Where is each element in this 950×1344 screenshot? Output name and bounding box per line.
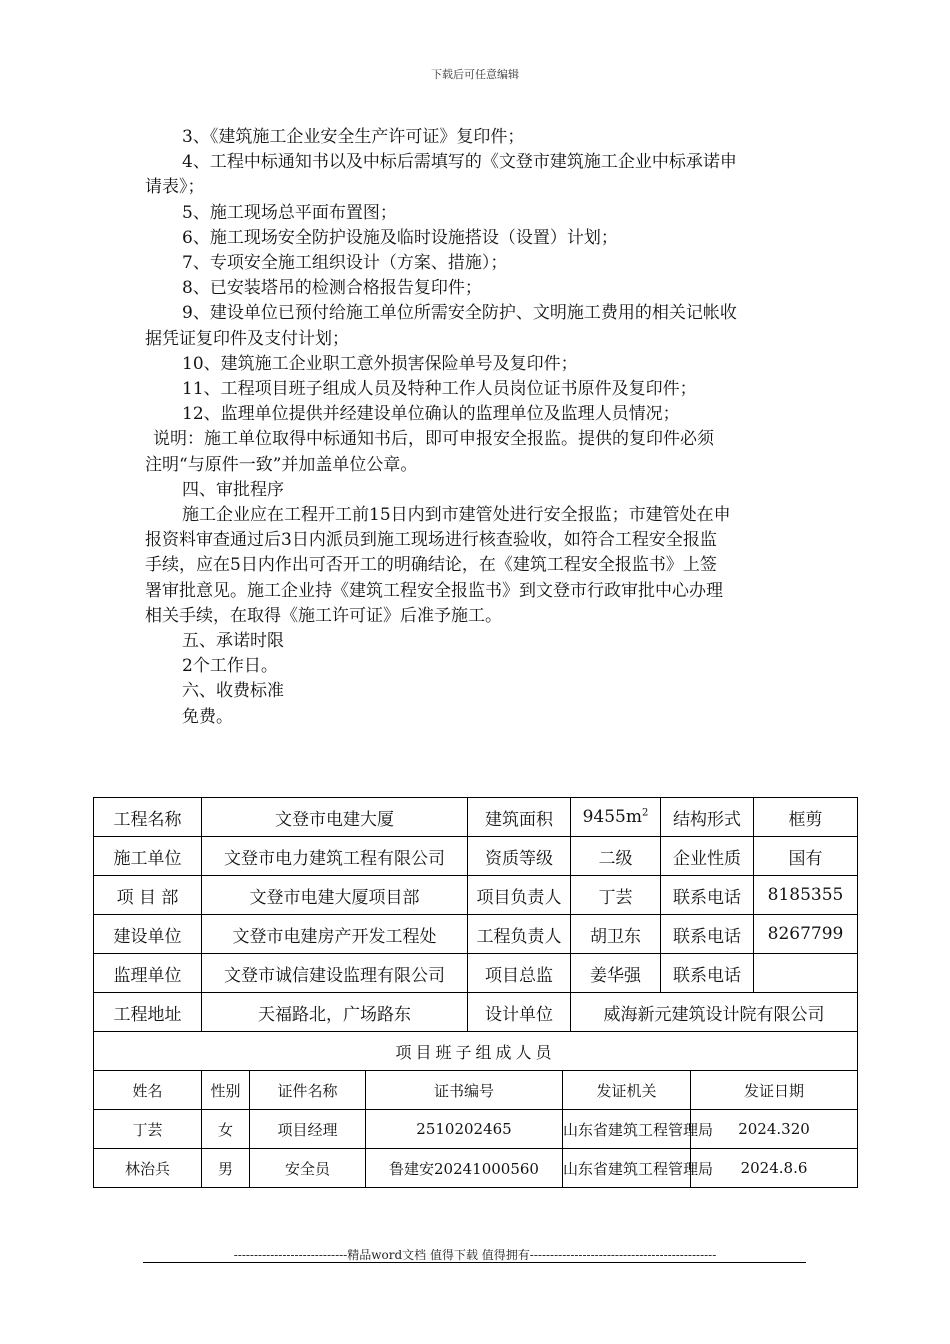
section-heading: 五、承诺时限 <box>182 631 284 652</box>
table-cell: 胡卫东 <box>571 915 661 954</box>
table-cell: 文登市电建大厦 <box>202 798 468 837</box>
paragraph-line: 2个工作日。 <box>182 656 278 677</box>
table-cell: 文登市电建大厦项目部 <box>202 876 468 915</box>
table-cell: 天福路北，广场路东 <box>202 993 468 1032</box>
paragraph-line: 7、专项安全施工组织设计（方案、措施）； <box>182 253 508 274</box>
table-row <box>94 876 858 915</box>
paragraph-line: 9、建设单位已预付给施工单位所需安全防护、文明施工费用的相关记帐收 <box>182 303 737 324</box>
column-header: 发证日期 <box>691 1071 858 1110</box>
table-cell: 资质等级 <box>468 837 571 876</box>
table-cell: 2024.8.6 <box>691 1149 858 1188</box>
table-cell: 建筑面积 <box>468 798 571 837</box>
table-cell: 项 目 部 <box>94 876 202 915</box>
paragraph-line: 请表》； <box>145 177 205 198</box>
table-cell: 框剪 <box>754 798 858 837</box>
table-header-row <box>94 1071 858 1110</box>
table-cell: 安全员 <box>250 1149 366 1188</box>
column-header: 性别 <box>202 1071 250 1110</box>
table-row <box>94 837 858 876</box>
table-row <box>94 1032 858 1071</box>
table-cell: 2510202465 <box>366 1110 563 1149</box>
table-row <box>94 1110 858 1149</box>
paragraph-line: 据凭证复印件及支付计划； <box>145 328 349 349</box>
table-cell: 施工单位 <box>94 837 202 876</box>
page-footer: ----------------------------精品word文档 值得下载 值得拥有---------------------------------------------- <box>233 1248 717 1262</box>
paragraph-line: 说明：施工单位取得中标通知书后，即可申报安全报监。提供的复印件必须 <box>153 429 714 450</box>
table-cell: 8267799 <box>754 915 858 954</box>
paragraph-line: 免费。 <box>182 706 233 727</box>
table-cell: 工程负责人 <box>468 915 571 954</box>
table-cell: 丁芸 <box>94 1110 202 1149</box>
table-row <box>94 915 858 954</box>
table-cell: 姜华强 <box>571 954 661 993</box>
table-cell: 项目经理 <box>250 1110 366 1149</box>
area-value: 9455m <box>582 807 642 827</box>
table-cell: 企业性质 <box>661 837 754 876</box>
column-header: 证件名称 <box>250 1071 366 1110</box>
page-header: 下载后可任意编辑 <box>431 68 519 81</box>
paragraph-line: 8、已安装塔吊的检测合格报告复印件； <box>182 278 482 299</box>
section-heading: 六、收费标准 <box>182 681 284 702</box>
table-cell: 文登市诚信建设监理有限公司 <box>202 954 468 993</box>
table-cell: 男 <box>202 1149 250 1188</box>
table-cell: 鲁建安20241000560 <box>366 1149 563 1188</box>
table-row <box>94 954 858 993</box>
section-heading: 四、审批程序 <box>182 479 284 500</box>
table-cell: 设计单位 <box>468 993 571 1032</box>
paragraph-line: 11、工程项目班子组成人员及特种工作人员岗位证书原件及复印件； <box>182 379 697 400</box>
document-body <box>145 125 810 730</box>
paragraph-line: 施工企业应在工程开工前15日内到市建管处进行安全报监；市建管处在申 <box>182 505 731 526</box>
paragraph-line: 相关手续，在取得《施工许可证》后准予施工。 <box>145 605 502 626</box>
table-cell: 文登市电力建筑工程有限公司 <box>202 837 468 876</box>
table-row <box>94 1149 858 1188</box>
table-cell: 国有 <box>754 837 858 876</box>
column-header: 证书编号 <box>366 1071 563 1110</box>
table-cell: 项目总监 <box>468 954 571 993</box>
table-cell: 2024.320 <box>691 1110 858 1149</box>
footer-rule <box>143 1262 806 1263</box>
table-row <box>94 798 858 837</box>
column-header: 姓名 <box>94 1071 202 1110</box>
paragraph-line: 5、施工现场总平面布置图； <box>182 202 397 223</box>
table-cell: 威海新元建筑设计院有限公司 <box>571 993 858 1032</box>
paragraph-line: 3、《建筑施工企业安全生产许可证》复印件； <box>182 127 525 147</box>
table-cell: 工程地址 <box>94 993 202 1032</box>
table-cell: 工程名称 <box>94 798 202 837</box>
project-info-table <box>93 797 858 1188</box>
table-cell: 林治兵 <box>94 1149 202 1188</box>
column-header: 发证机关 <box>563 1071 691 1110</box>
table-cell <box>571 798 661 837</box>
table-cell: 山东省建筑工程管理局 <box>563 1149 691 1188</box>
paragraph-line: 10、建筑施工企业职工意外损害保险单号及复印件； <box>182 353 578 374</box>
paragraph-line: 4、工程中标通知书以及中标后需填写的《文登市建筑施工企业中标承诺申 <box>182 152 737 173</box>
table-cell: 结构形式 <box>661 798 754 837</box>
table-cell: 8185355 <box>754 876 858 915</box>
table-cell: 山东省建筑工程管理局 <box>563 1110 691 1149</box>
team-title: 项目班子组成人员 <box>94 1032 858 1071</box>
paragraph-line: 署审批意见。施工企业持《建筑工程安全报监书》到文登市行政审批中心办理 <box>145 580 723 601</box>
table-cell <box>754 954 858 993</box>
table-cell: 联系电话 <box>661 876 754 915</box>
area-unit-superscript: 2 <box>642 807 649 819</box>
table-cell: 文登市电建房产开发工程处 <box>202 915 468 954</box>
table-cell: 二级 <box>571 837 661 876</box>
paragraph-line: 12、监理单位提供并经建设单位确认的监理单位及监理人员情况； <box>182 404 680 425</box>
table-cell: 项目负责人 <box>468 876 571 915</box>
table-cell: 丁芸 <box>571 876 661 915</box>
table-cell: 监理单位 <box>94 954 202 993</box>
paragraph-line: 6、施工现场安全防护设施及临时设施搭设（设置）计划； <box>182 227 618 248</box>
table-cell: 联系电话 <box>661 915 754 954</box>
table-row <box>94 993 858 1032</box>
paragraph-line: 注明“与原件一致”并加盖单位公章。 <box>145 454 418 475</box>
paragraph-line: 报资料审查通过后3日内派员到施工现场进行核查验收，如符合工程安全报监 <box>145 530 717 551</box>
paragraph-line: 手续，应在5日内作出可否开工的明确结论，在《建筑工程安全报监书》上签 <box>145 555 717 576</box>
table-cell: 联系电话 <box>661 954 754 993</box>
table-cell: 建设单位 <box>94 915 202 954</box>
table-cell: 女 <box>202 1110 250 1149</box>
